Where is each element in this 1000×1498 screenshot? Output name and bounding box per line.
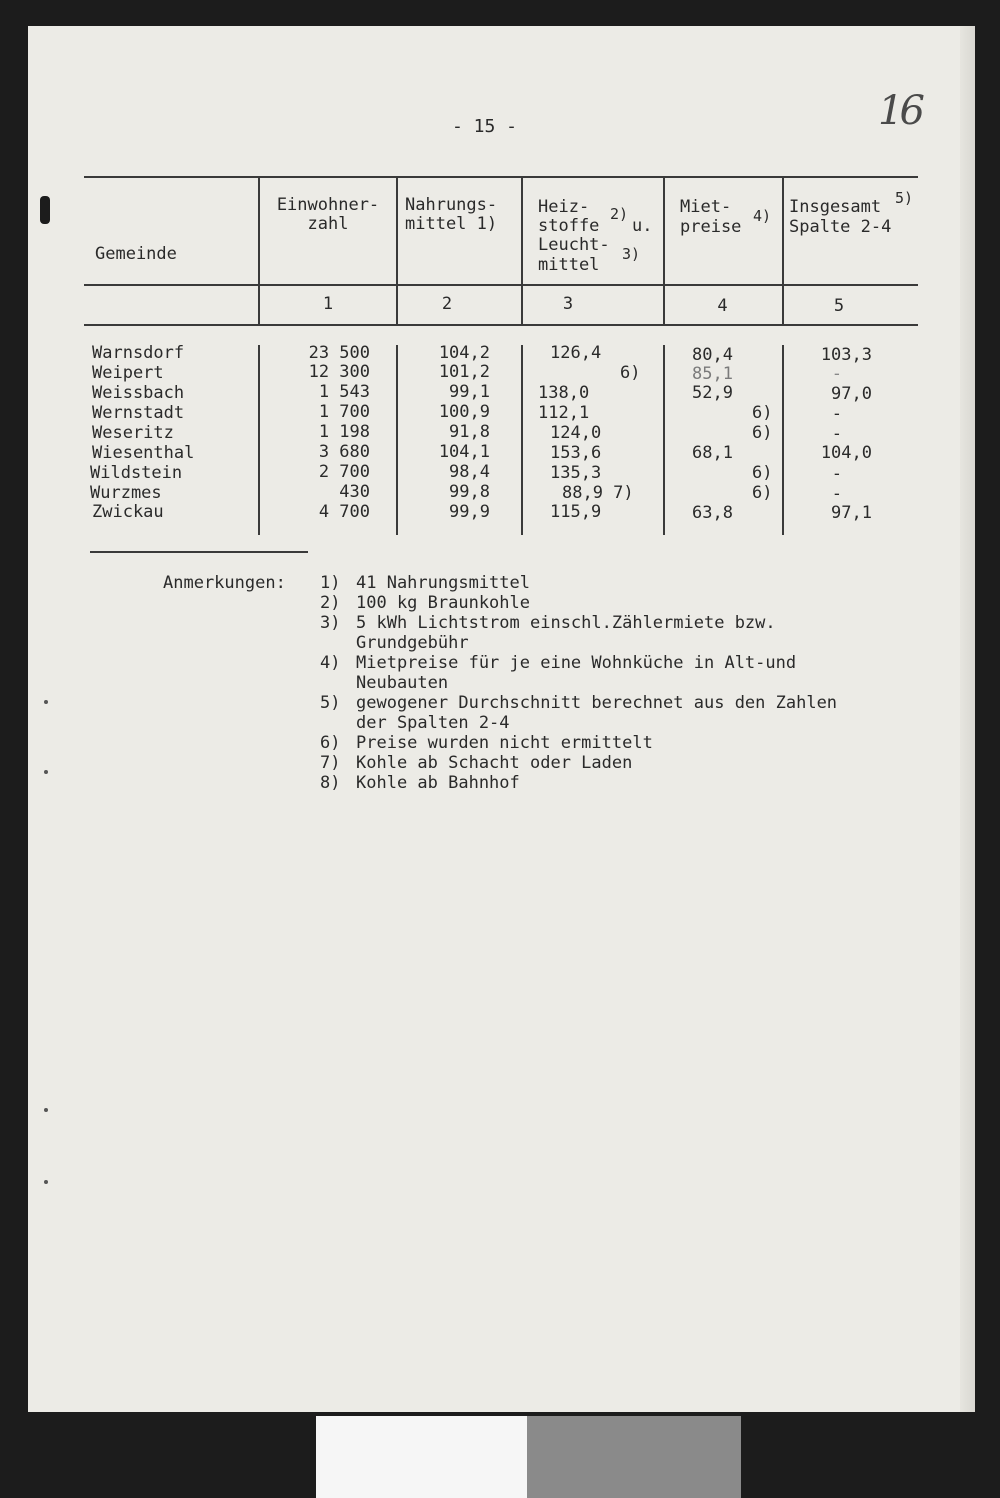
table-row-insgesamt: -	[831, 424, 842, 444]
table-row-nahrung: 100,9	[438, 402, 490, 422]
header-col3-line3: Leucht-	[538, 235, 610, 255]
table-row-nahrung: 104,1	[438, 442, 490, 462]
table-row-heiz: 112,1	[538, 403, 590, 423]
body-divider-4	[663, 345, 665, 535]
table-row-heiz: 124,0	[550, 423, 602, 443]
table-row-gemeinde: Zwickau	[92, 502, 164, 522]
table-row-nahrung: 99,9	[449, 502, 490, 522]
note-text: Mietpreise für je eine Wohnküche in Alt-und	[356, 653, 797, 673]
body-divider-3	[521, 345, 523, 535]
table-row-insgesamt: -	[831, 364, 842, 384]
note-text: 100 kg Braunkohle	[356, 593, 530, 613]
header-col4-note: 4)	[753, 207, 772, 225]
table-row-miet: 6)	[752, 423, 773, 443]
note-text-continued: Grundgebühr	[356, 633, 469, 653]
table-row-miet: 85,1	[692, 364, 733, 384]
table-row-heiz: 6)	[620, 363, 641, 383]
table-row-heiz: 138,0	[538, 383, 590, 403]
table-row-einwohner: 4 700	[318, 502, 370, 522]
table-row-insgesamt: 103,3	[820, 345, 872, 365]
table-row-gemeinde: Wiesenthal	[92, 443, 195, 463]
note-number: 2)	[320, 593, 341, 613]
header-col1-line1: Einwohner-	[276, 195, 380, 215]
header-divider-1	[258, 178, 260, 324]
color-calibration-gray	[527, 1416, 741, 1498]
punch-mark	[44, 700, 48, 704]
color-calibration-white	[316, 1416, 527, 1498]
table-row-miet: 63,8	[692, 503, 733, 523]
table-row-einwohner: 1 198	[318, 422, 370, 442]
header-col2-line1: Nahrungs-	[405, 195, 498, 215]
table-row-insgesamt: 97,0	[831, 384, 872, 404]
note-number: 3)	[320, 613, 341, 633]
column-number-5: 5	[833, 296, 845, 316]
note-text: gewogener Durchschnitt berechnet aus den Zahlen	[356, 693, 838, 713]
note-number: 5)	[320, 693, 341, 713]
header-col3-note3: 3)	[622, 245, 641, 263]
table-row-einwohner: 23 500	[308, 343, 370, 363]
table-row-heiz: 153,6	[550, 443, 602, 463]
header-col3-line4: mittel	[538, 255, 600, 275]
table-row-insgesamt: -	[831, 484, 842, 504]
header-bottom-rule	[84, 284, 918, 286]
header-col4-line2: preise	[680, 217, 742, 237]
note-number: 8)	[320, 773, 341, 793]
header-col5-line2: Spalte 2-4	[789, 217, 892, 237]
table-row-einwohner: 1 700	[318, 402, 370, 422]
table-row-heiz: 115,9	[550, 502, 602, 522]
table-row-gemeinde: Weissbach	[92, 383, 185, 403]
table-row-nahrung: 104,2	[438, 343, 490, 363]
column-number-rule	[84, 324, 918, 326]
column-number-3: 3	[562, 294, 574, 314]
table-row-miet: 6)	[752, 403, 773, 423]
note-text-continued: der Spalten 2-4	[356, 713, 510, 733]
header-col3-line2: stoffe	[538, 216, 600, 236]
column-number-4: 4	[717, 296, 728, 316]
column-number-2: 2	[441, 294, 453, 314]
note-text-continued: Neubauten	[356, 673, 449, 693]
note-number: 7)	[320, 753, 341, 773]
note-text: Kohle ab Schacht oder Laden	[356, 753, 633, 773]
table-row-miet: 6)	[752, 463, 773, 483]
note-number: 1)	[320, 573, 341, 593]
body-divider-1	[258, 345, 260, 535]
punch-mark	[44, 1108, 48, 1112]
note-number: 6)	[320, 733, 341, 753]
table-row-insgesamt: 104,0	[820, 443, 872, 463]
table-row-insgesamt: -	[831, 404, 842, 424]
table-row-nahrung: 101,2	[438, 362, 490, 382]
table-row-einwohner: 2 700	[318, 462, 370, 482]
table-row-gemeinde: Weseritz	[92, 423, 174, 443]
page-number: - 15 -	[452, 116, 518, 137]
header-col1-line2: zahl	[307, 214, 349, 234]
note-text: 41 Nahrungsmittel	[356, 573, 530, 593]
table-row-einwohner: 12 300	[308, 362, 370, 382]
table-row-miet: 52,9	[692, 383, 733, 403]
table-row-einwohner: 1 543	[318, 382, 370, 402]
table-row-gemeinde: Weipert	[92, 363, 164, 383]
header-col3-und: u.	[632, 216, 653, 236]
table-row-nahrung: 98,4	[449, 462, 490, 482]
header-col5-note: 5)	[895, 189, 914, 207]
handwritten-page-number: 16	[878, 88, 921, 134]
table-row-miet: 68,1	[692, 443, 733, 463]
table-row-einwohner: 430	[339, 482, 370, 502]
header-col3-line1: Heiz-	[538, 197, 590, 217]
table-row-nahrung: 91,8	[449, 422, 490, 442]
table-row-heiz: 126,4	[550, 343, 602, 363]
table-row-nahrung: 99,1	[449, 382, 490, 402]
note-text: 5 kWh Lichtstrom einschl.Zählermiete bzw.	[356, 613, 776, 633]
header-col5-line1: Insgesamt	[789, 197, 882, 217]
table-row-heiz: 135,3	[550, 463, 602, 483]
header-col2-line2: mittel 1)	[405, 214, 498, 234]
binding-hole	[40, 196, 50, 224]
table-row-einwohner: 3 680	[318, 442, 370, 462]
column-number-1: 1	[322, 294, 334, 314]
note-text: Preise wurden nicht ermittelt	[356, 733, 653, 753]
table-row-gemeinde: Wernstadt	[92, 403, 185, 423]
note-text: Kohle ab Bahnhof	[356, 773, 520, 793]
table-row-heiz: 88,9 7)	[562, 483, 634, 503]
table-row-insgesamt: 97,1	[831, 503, 872, 523]
footnote-separator	[90, 551, 308, 553]
table-row-gemeinde: Wildstein	[90, 463, 183, 483]
notes-label: Anmerkungen:	[163, 573, 286, 593]
table-row-miet: 6)	[752, 483, 773, 503]
table-row-nahrung: 99,8	[449, 482, 490, 502]
punch-mark	[44, 770, 48, 774]
punch-mark	[44, 1180, 48, 1184]
table-row-gemeinde: Warnsdorf	[92, 343, 185, 363]
table-top-rule	[84, 176, 918, 178]
table-row-gemeinde: Wurzmes	[90, 483, 162, 503]
header-gemeinde: Gemeinde	[95, 244, 177, 264]
note-number: 4)	[320, 653, 341, 673]
table-row-miet: 80,4	[692, 345, 733, 365]
header-col3-note2: 2)	[610, 205, 629, 223]
table-row-insgesamt: -	[831, 464, 842, 484]
page-edge-shadow	[960, 26, 975, 1412]
header-col4-line1: Miet-	[680, 197, 732, 217]
